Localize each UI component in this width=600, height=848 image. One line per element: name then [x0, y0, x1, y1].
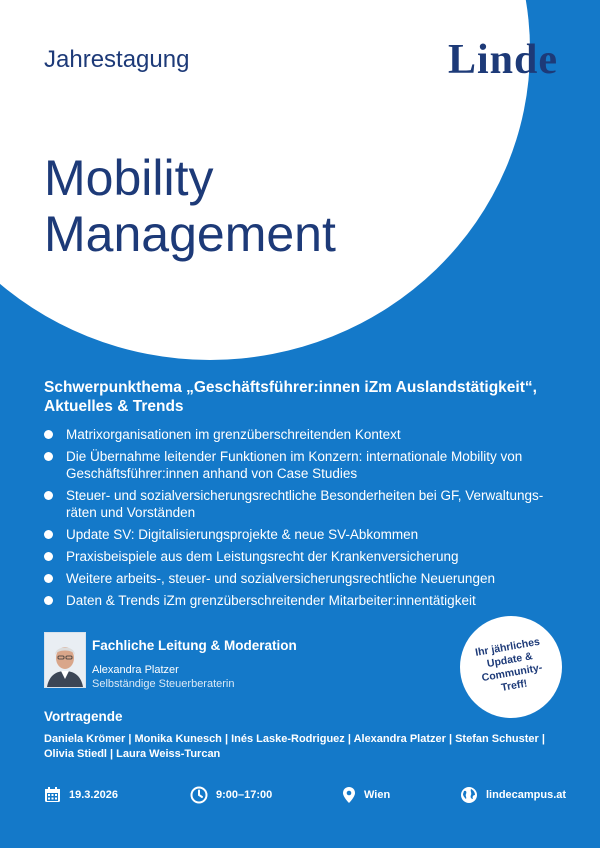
bullet-icon [44, 596, 53, 605]
bullet-icon [44, 430, 53, 439]
list-item-text: Weitere arbeits-, steuer- und sozialversicherungsrechtliche Neuerungen [66, 571, 495, 586]
page-title [44, 150, 336, 262]
globe-icon [460, 786, 478, 804]
bullet-icon [44, 552, 53, 561]
event-type: Jahrestagung [44, 46, 190, 73]
list-item [44, 448, 564, 482]
title-line-1: Mobility [44, 150, 214, 206]
lead-avatar [44, 632, 86, 688]
location-pin-icon [342, 786, 356, 804]
website-link[interactable] [460, 786, 566, 804]
clock-icon [190, 786, 208, 804]
event-location-text: Wien [364, 789, 391, 801]
lead-name: Alexandra Platzer [92, 664, 179, 676]
badge-text: Ihr jährliches Update & Community-Treff! [474, 635, 544, 694]
list-item [44, 592, 564, 609]
list-item [44, 426, 564, 443]
list-item [44, 487, 564, 521]
website-text[interactable]: lindecampus.at [486, 789, 567, 801]
list-item [44, 570, 564, 587]
bullet-icon [44, 530, 53, 539]
person-photo-icon [45, 633, 85, 687]
event-time [190, 786, 272, 804]
event-date-text: 19.3.2026 [69, 788, 118, 801]
calendar-icon [44, 786, 61, 803]
bullet-icon [44, 452, 53, 461]
bullet-icon [44, 491, 53, 500]
lead-role: Fachliche Leitung & Moderation [92, 638, 297, 653]
list-item-text: Steuer- und sozialversicherungsrechtliche Besonderheiten bei GF, Verwaltungs-räten und Vorständen [66, 488, 544, 520]
list-item-text: Daten & Trends iZm grenzüberschreitender Mitarbeiter:innentätigkeit [66, 593, 476, 608]
list-item-text: Update SV: Digitalisierungsprojekte & neue SV-Abkommen [66, 527, 419, 542]
linde-logo[interactable]: Linde [448, 37, 559, 83]
focus-topic: Schwerpunkthema „Geschäftsführer:innen iZm Auslandstätigkeit“, Aktuelles & Trends [44, 379, 537, 415]
title-line-2: Management [44, 206, 336, 262]
list-item [44, 548, 564, 565]
bullet-icon [44, 574, 53, 583]
list-item-text: Praxisbeispiele aus dem Leistungsrecht der Krankenversicherung [66, 549, 459, 564]
program-list [44, 426, 564, 614]
list-item-text: Die Übernahme leitender Funktionen im Konzern: internationale Mobility von Geschäftsführer:innen anhand von Case Studies [66, 449, 523, 481]
speakers-list: Daniela Krömer | Monika Kunesch | Inés Laske-Rodriguez | Alexandra Platzer | Stefan Schuster | Olivia Stiedl | Laura Weiss-Turcan [44, 733, 545, 760]
community-badge [460, 616, 562, 718]
event-time-text: 9:00–17:00 [216, 789, 273, 801]
list-item-text: Matrixorganisationen im grenzüberschreitenden Kontext [66, 427, 401, 442]
lead-description: Selbständige Steuerberaterin [92, 678, 235, 690]
event-date [44, 786, 118, 803]
list-item [44, 526, 564, 543]
speakers-heading: Vortragende [44, 709, 123, 724]
event-location [342, 786, 390, 804]
